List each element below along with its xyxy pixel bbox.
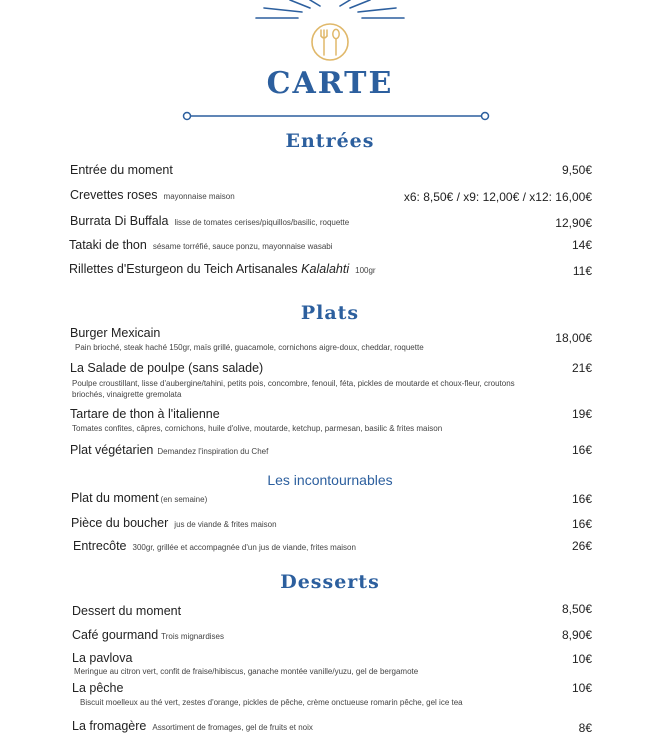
menu-item-price: 10€: [571, 652, 592, 666]
menu-item-price: 16€: [571, 517, 592, 531]
menu-item-description: 300gr, grillée et accompagnée d'un jus de viande, frites maison: [132, 543, 356, 552]
menu-item-description: mayonnaise maison: [163, 192, 235, 201]
menu-item-price: 16€: [571, 443, 592, 457]
menu-item-price: 26€: [571, 539, 592, 553]
menu-item-name: Burger Mexicain: [70, 326, 161, 340]
menu-item-name: Tartare de thon à l'italienne: [70, 407, 220, 421]
menu-item-name: Plat du moment (en semaine): [71, 491, 208, 505]
menu-item-description: jus de viande & frites maison: [174, 520, 277, 529]
menu-item-price: 10€: [571, 681, 592, 695]
menu-item-description: Biscuit moelleux au thé vert, zestes d'orange, pickles de pêche, crème onctueuse romarin pêche, gel ice tea: [80, 698, 463, 707]
menu-item-price: 12,90€: [555, 216, 592, 230]
fork-spoon-icon: [312, 24, 348, 60]
menu-item-price: 19€: [571, 407, 592, 421]
menu-item-price: 16€: [571, 492, 592, 506]
section-heading-entrees: Entrées: [285, 130, 375, 152]
menu-item-price: 8,50€: [561, 602, 592, 616]
menu-item-price: 18,00€: [555, 331, 592, 345]
menu-item-price: x6: 8,50€ / x9: 12,00€ / x12: 16,00€: [403, 190, 592, 204]
menu-item-description: Trois mignardises: [161, 632, 225, 641]
menu-item-description: Assortiment de fromages, gel de fruits et noix: [152, 723, 313, 732]
menu-item-description: (en semaine): [160, 495, 208, 504]
section-heading-desserts: Desserts: [280, 571, 380, 593]
menu-item-name: Entrée du moment: [70, 163, 173, 177]
section-heading-plats: Plats: [300, 302, 360, 324]
menu-item-description: Demandez l'inspiration du Chef: [157, 447, 269, 456]
sunburst-decoration: [250, 0, 410, 70]
menu-item-description: Tomates confites, câpres, cornichons, huile d'olive, moutarde, ketchup, parmesan, basilic & frites maison: [72, 424, 443, 433]
menu-item-name: Crevettes roses mayonnaise maison: [70, 188, 235, 202]
menu-item-description: lisse de tomates cerises/piquillos/basilic, roquette: [174, 218, 350, 227]
menu-item-name: Pièce du boucher jus de viande & frites maison: [71, 516, 277, 530]
menu-item-price: 14€: [571, 238, 592, 252]
menu-item-name: Entrecôte 300gr, grillée et accompagnée d'un jus de viande, frites maison: [73, 539, 356, 553]
menu-item-description: Pain brioché, steak haché 150gr, maïs grillé, guacamole, cornichons aigre-doux, cheddar, roquette: [75, 343, 424, 352]
menu-item-name: Rillettes d'Esturgeon du Teich Artisanales Kalalahti 100gr: [69, 262, 376, 276]
menu-item-price: 9,50€: [561, 163, 592, 177]
menu-item-name: La pavlova: [72, 651, 133, 665]
menu-item-description: sésame torréfié, sauce ponzu, mayonnaise wasabi: [152, 242, 333, 251]
menu-item-name: Burrata Di Buffala lisse de tomates cerises/piquillos/basilic, roquette: [70, 214, 350, 228]
menu-item-description: Meringue au citron vert, confit de fraise/hibiscus, ganache montée vanille/yuzu, gel de bergamote: [74, 667, 419, 676]
menu-item-name: La fromagère Assortiment de fromages, gel de fruits et noix: [72, 719, 313, 733]
menu-item-description: 100gr: [355, 266, 376, 275]
menu-item-description: Poulpe croustillant, lisse d'aubergine/tahini, petits pois, concombre, fenouil, féta, pickles de moutarde et choux-fleur, croutons briochés, vinaigrette gremolata: [72, 379, 515, 399]
menu-item-name: Tataki de thon sésame torréfié, sauce ponzu, mayonnaise wasabi: [69, 238, 333, 252]
menu-item-price: 11€: [572, 264, 592, 278]
menu-item-name: Café gourmand Trois mignardises: [72, 628, 225, 642]
menu-item-name: Dessert du moment: [72, 604, 182, 618]
menu-item-name: La Salade de poulpe (sans salade): [70, 361, 264, 375]
menu-item-price: 8€: [578, 721, 592, 735]
menu-item-name: La pêche: [72, 681, 124, 695]
menu-item-price: 8,90€: [561, 628, 592, 642]
page-title: CARTE: [266, 66, 394, 101]
title-divider: [182, 110, 490, 122]
menu-item-price: 21€: [571, 361, 592, 375]
menu-item-name: Plat végétarien Demandez l'inspiration du Chef: [70, 443, 269, 457]
subsection-heading-incontournables: Les incontournables: [267, 472, 393, 488]
